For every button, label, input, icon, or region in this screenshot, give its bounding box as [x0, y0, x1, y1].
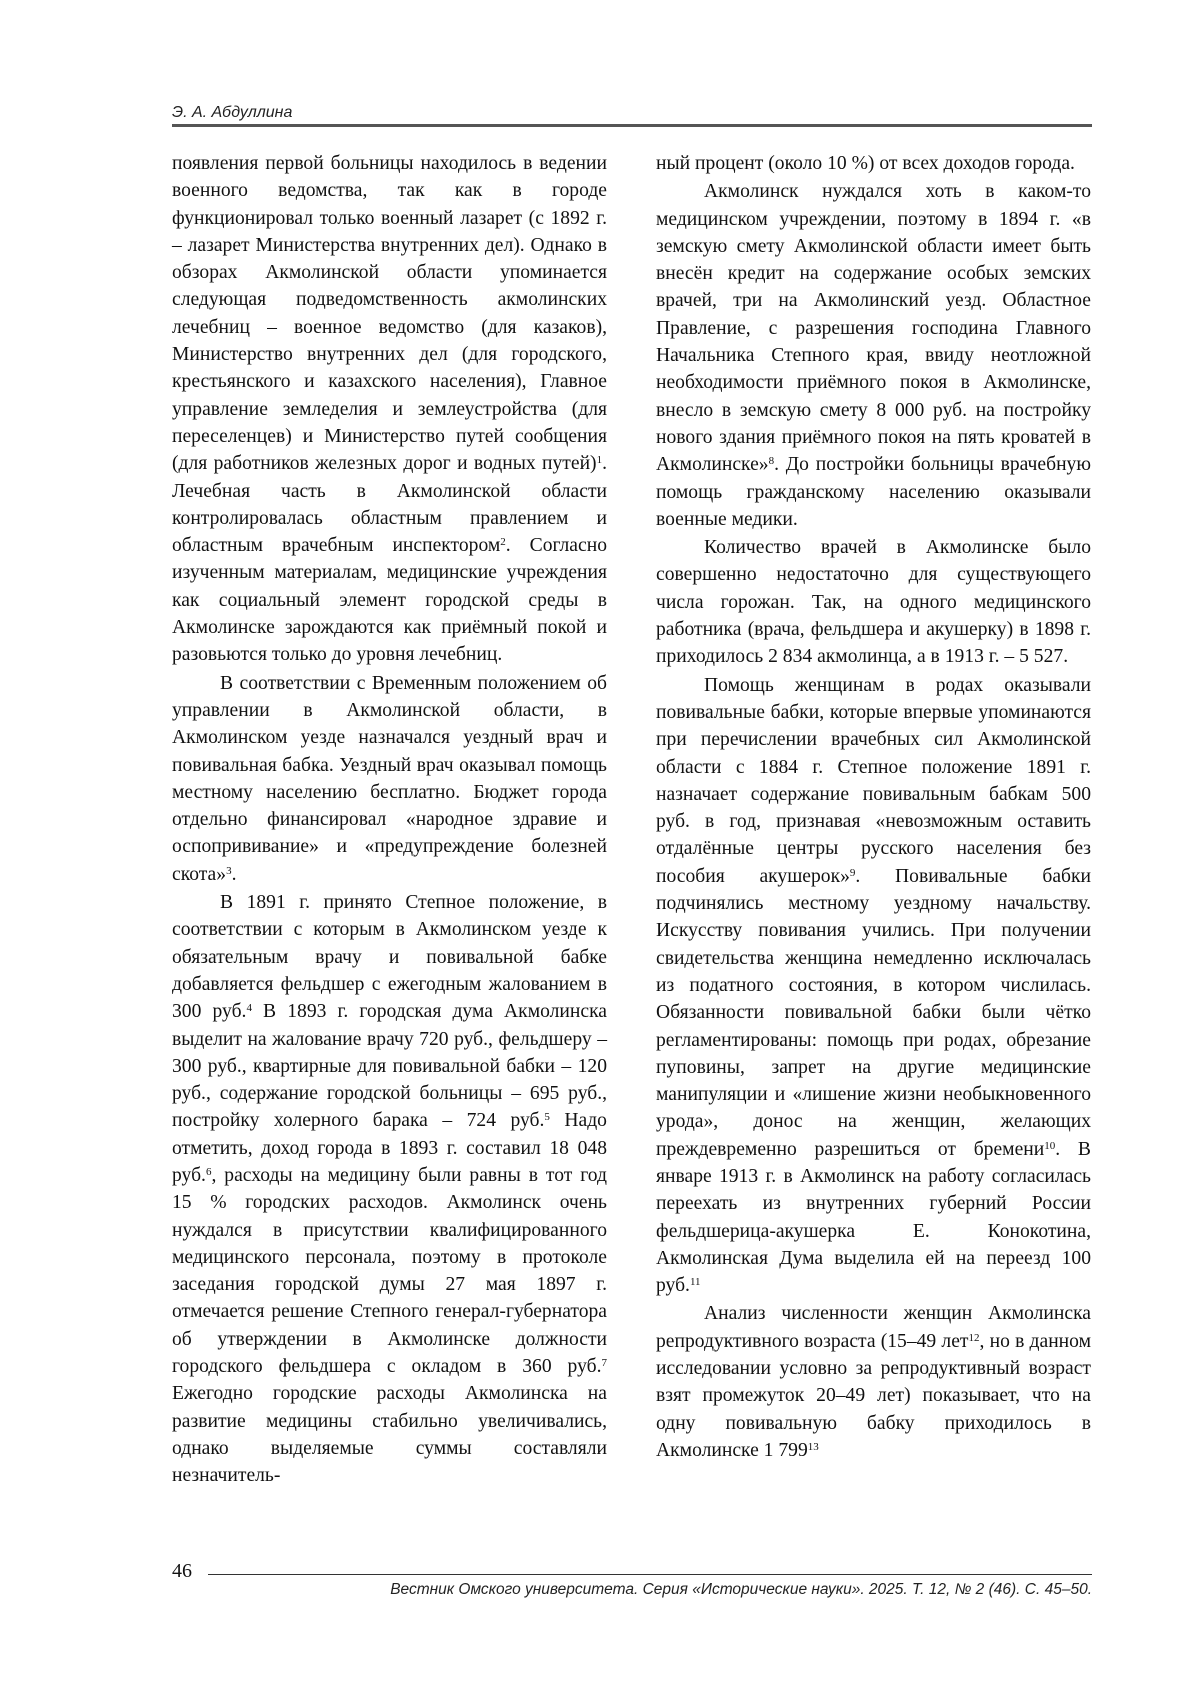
footnote-ref-1[interactable]: 1: [596, 454, 603, 467]
footnote-ref-2[interactable]: 2: [500, 536, 506, 549]
text-run: . В январе 1913 г. в Акмолинск на работу согласилась переехать из внутренних губерний России фельдшерица-акушерка Е. Конокотина, Акмолинская Дума выделила ей на переезд 100 руб.: [656, 1138, 1091, 1297]
text-run: В соответствии с Временным положением об управлении в Акмолинской области, в Акмолинском уезде назначался уездный врач и повивальная бабка. Уездный врач оказывал помощь местному населению бесплатно. Бюджет города отдельно финансировал «народное здравие и оспопрививание» и «предупреждение болезней скота»: [172, 672, 607, 885]
left-paragraph-1: [172, 150, 607, 669]
right-column: [656, 150, 1091, 1464]
text-run: Ежегодно городские расходы Акмолинска на развитие медицины стабильно увеличивались, однако выделяемые суммы составляли незначитель-: [172, 1383, 607, 1487]
text-run: . Повивальные бабки подчинялись местному уездному начальству. Искусству повивания учились. При получении свидетельства женщина немедленно исключалась из податного состояния, в котором числилась. Обязанности повивальной бабки были чётко регламентированы: помощь при родах, обрезание пуповины, запрет на другие медицинские манипуляции и «лишение жизни необыкновенного урода», донос на женщин, желающих преждевременно разрешиться от бремени: [656, 865, 1091, 1160]
text-run: появления первой больницы находилось в ведении военного ведомства, так как в городе функционировал только военный лазарет (с 1892 г. – лазарет Министерства внутренних дел). Однако в обзорах Акмолинской области упоминается следующая подведомственность акмолинских лечебниц – военное ведомство (для казаков), Министерство внутренних дел (для городского, крестьянского и казахского населения), Главное управление земледелия и землеустройства (для переселенцев) и Министерство путей сообщения (для работников железных дорог и водных путей): [172, 153, 607, 475]
footnote-ref-3[interactable]: 3: [226, 864, 232, 877]
footnote-ref-6[interactable]: 6: [205, 1165, 212, 1178]
text-run: , расходы на медицину были равны в тот год 15 % городских расходов. Акмолинск очень нуждался в присутствии квалифицированного медицинского персонала, поэтому в протоколе заседания городской думы 27 мая 1897 г. отмечается решение Степного генерал-губернатора об утверждении в Акмолинске должности городского фельдшера с окладом в 360 руб.: [172, 1164, 607, 1378]
right-paragraph-3: [656, 672, 1091, 1300]
right-paragraph-2: Количество врачей в Акмолинске было совершенно недостаточно для существующего числа горожан. Так, на одного медицинского работника (врача, фельдшера и акушерку) в 1898 г. приходилось 2 834 акмолинца, а в 1913 г. – 5 527.: [656, 537, 1091, 668]
text-run: . До постройки больницы врачебную помощь гражданскому населению оказывали военные медики.: [656, 454, 1091, 530]
text-run: . Согласно изученным материалам, медицинские учреждения как социальный элемент городской среды в Акмолинске зарождаются как приёмный покой и разовьются только до уровня лечебниц.: [172, 535, 607, 666]
footnote-ref-9[interactable]: 9: [849, 866, 856, 879]
footnote-ref-12[interactable]: 12: [968, 1331, 980, 1344]
left-column: [172, 150, 607, 1490]
footer-rule: [208, 1574, 1092, 1575]
right-paragraph-1: [656, 178, 1091, 533]
footnote-ref-10[interactable]: 10: [1044, 1139, 1056, 1152]
left-paragraph-3: [172, 889, 607, 1490]
right-paragraph-4: [656, 1300, 1091, 1464]
running-header-author: Э. А. Абдуллина: [172, 104, 293, 121]
text-run: В 1891 г. принято Степное положение, в соответствии с которым в Акмолинском уезде к обязательным врачу и повивальной бабке добавляется фельдшер с ежегодным жалованием в 300 руб.: [172, 892, 607, 1023]
text-run: Анализ численности женщин Акмолинска репродуктивного возраста (15–49 лет: [656, 1303, 1091, 1352]
footnote-ref-5[interactable]: 5: [544, 1111, 550, 1124]
left-paragraph-2: [172, 670, 607, 888]
right-paragraph-0: ный процент (около 10 %) от всех доходов города.: [656, 153, 1075, 174]
text-run: Помощь женщинам в родах оказывали повивальные бабки, которые впервые упоминаются при перечислении врачебных сил Акмолинской области с 1884 г. Степное положение 1891 г. назначает содержание повивальным бабкам 500 руб. в год, признавая «невозможным оставить отдалённые центры русского населения без пособия акушерок»: [656, 674, 1091, 887]
footnote-ref-4[interactable]: 4: [246, 1002, 252, 1015]
text-run: .: [231, 863, 237, 885]
footnote-ref-11[interactable]: 11: [689, 1276, 701, 1289]
footnote-ref-7[interactable]: 7: [601, 1357, 607, 1370]
journal-citation: Вестник Омского университета. Серия «Исторические науки». 2025. Т. 12, № 2 (46). С. 45–50.: [390, 1581, 1092, 1598]
footnote-ref-13[interactable]: 13: [807, 1440, 819, 1453]
page-number: 46: [172, 1560, 192, 1582]
header-rule: [172, 124, 1092, 127]
text-run: , но в данном исследовании условно за репродуктивный возраст взят промежуток 20–49 лет) показывает, что на одну повивальную бабку приходилось в Акмолинске 1 799: [656, 1330, 1091, 1461]
footnote-ref-8[interactable]: 8: [768, 455, 775, 468]
text-run: Надо отметить, доход города в 1893 г. составил 18 048 руб.: [172, 1110, 607, 1186]
text-run: Акмолинск нуждался хоть в каком-то медицинском учреждении, поэтому в 1894 г. «в земскую смету Акмолинской области имеет быть внесён кредит на содержание особых земских врачей, три на Акмолинский уезд. Областное Правление, с разрешения господина Главного Начальника Степного края, ввиду неотложной необходимости приёмного покоя в Акмолинске, внесло в земскую смету 8 000 руб. на постройку нового здания приёмного покоя на пять кроватей в Акмолинске»: [656, 181, 1091, 476]
text-run: В 1893 г. городская дума Акмолинска выделит на жалование врачу 720 руб., фельдшеру – 300 руб., квартирные для повивальной бабки – 120 руб., содержание городской больницы – 695 руб., постройку холерного барака – 724 руб.: [172, 1001, 607, 1132]
text-run: . Лечебная часть в Акмолинской области контролировалась областным правлением и областным врачебным инспектором: [172, 453, 607, 557]
